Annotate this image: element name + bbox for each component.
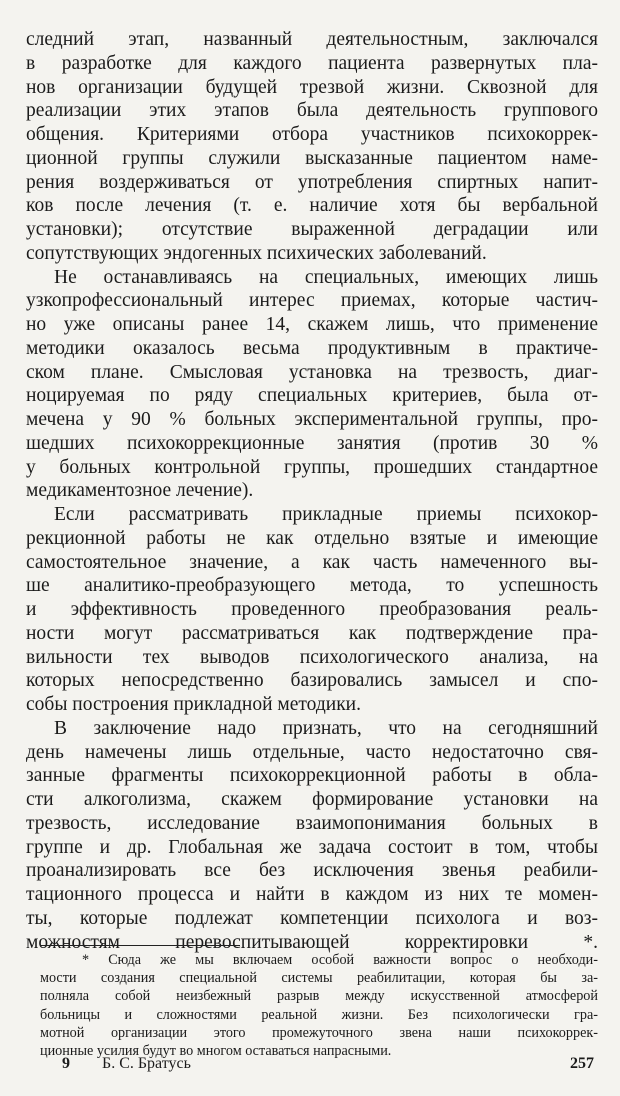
body-line: ше аналитико-преобразующего метода, то успешность	[26, 575, 598, 597]
body-line: ноцируемая по ряду специальных критериев, была от-	[26, 385, 598, 407]
body-line: но уже описаны ранее 14, скажем лишь, что применение	[26, 314, 598, 335]
body-line: ском плане. Смысловая установка на трезвость, диаг-	[26, 361, 598, 383]
body-line: шедших психокоррекционные занятия (против 30 %	[26, 432, 598, 454]
body-line: тационного процесса и найти в каждом из них те момен-	[26, 884, 598, 905]
body-line: ты, которые подлежат компетенции психолога и воз-	[26, 907, 598, 929]
body-line: трезвость, исследование взаимопонимания больных в	[26, 812, 598, 834]
printer-signature: 9	[62, 1055, 70, 1072]
page-footer	[0, 1052, 620, 1076]
body-line: сопутствующих эндогенных психических заболеваний.	[26, 242, 487, 264]
body-line: нов организации будущей трезвой жизни. Сквозной для	[26, 76, 598, 98]
body-line: которых непосредственно базировались замысел и спо-	[26, 670, 598, 692]
body-line: рения воздерживаться от употребления спиртных напит-	[26, 171, 598, 193]
paragraph-start-line: Если рассматривать прикладные приемы психокор-	[54, 504, 598, 525]
footnote-line: мости создания специальной системы реабилитации, которая бы за-	[40, 970, 598, 987]
body-line: ционной группы служили высказанные пациентом наме-	[26, 147, 598, 169]
paragraph-start-line: В заключение надо признать, что на сегодняшний	[54, 717, 598, 739]
body-line: ков после лечения (т. е. наличие хотя бы вербальной	[26, 195, 598, 217]
footnote	[40, 951, 598, 1060]
body-line: и эффективность проведенного преобразования реаль-	[26, 599, 598, 620]
footnote-line: ционные усилия будут во многом оставаться напрасными.	[40, 1042, 392, 1059]
body-line: занные фрагменты психокоррекционной работы в обла-	[26, 765, 598, 787]
body-line: вильности тех выводов психологического анализа, на	[26, 646, 598, 668]
body-line: самостоятельное значение, а как часть намеченного вы-	[26, 551, 598, 573]
body-line: у больных контрольной группы, прошедших стандартное	[26, 456, 598, 478]
body-line: установки); отсутствие выраженной деградации или	[26, 219, 598, 240]
footnote-line: полняла собой неизбежный разрыв между искусственной атмосферой	[40, 988, 598, 1005]
footnote-divider	[40, 945, 240, 946]
body-line: собы построения прикладной методики.	[26, 694, 361, 715]
footer-author: Б. С. Братусь	[102, 1055, 191, 1072]
page-number: 257	[570, 1055, 594, 1072]
body-line: реализации этих этапов была деятельность группового	[26, 100, 598, 122]
body-line: общения. Критериями отбора участников психокоррек-	[26, 124, 598, 145]
body-line: узкопрофессиональный интерес приемах, которые частич-	[26, 290, 598, 312]
body-line: ности могут рассматриваться как подтверждение пра-	[26, 622, 598, 644]
body-text	[26, 28, 598, 954]
body-line: медикаментозное лечение).	[26, 480, 254, 502]
footnote-line: мотной организации этого промежуточного звена наши психокоррек-	[40, 1024, 598, 1041]
body-line: можностям перевоспитывающей корректировки *.	[26, 931, 598, 953]
body-line: методики оказалось весьма продуктивным в практиче-	[26, 337, 598, 359]
body-line: проанализировать все без исключения звенья реабили-	[26, 860, 598, 882]
body-line: группе и др. Глобальная же задача состоит в том, чтобы	[26, 836, 598, 858]
body-line: мечена у 90 % больных экспериментальной группы, про-	[26, 409, 598, 430]
body-line: сти алкоголизма, скажем формирование установки на	[26, 789, 598, 810]
body-line: рекционной работы не как отдельно взятые и имеющие	[26, 527, 598, 549]
footnote-line: * Сюда же мы включаем особой важности вопрос о необходи-	[82, 952, 598, 968]
paragraph-start-line: Не останавливаясь на специальных, имеющих лишь	[54, 266, 598, 288]
body-line: следний этап, названный деятельностным, заключался	[26, 29, 598, 50]
body-line: в разработке для каждого пациента развернутых пла-	[26, 52, 598, 74]
body-line: день намечены лишь отдельные, часто недостаточно свя-	[26, 741, 598, 763]
footnote-line: больницы и сложностями реальной жизни. Без психологически гра-	[40, 1006, 598, 1023]
